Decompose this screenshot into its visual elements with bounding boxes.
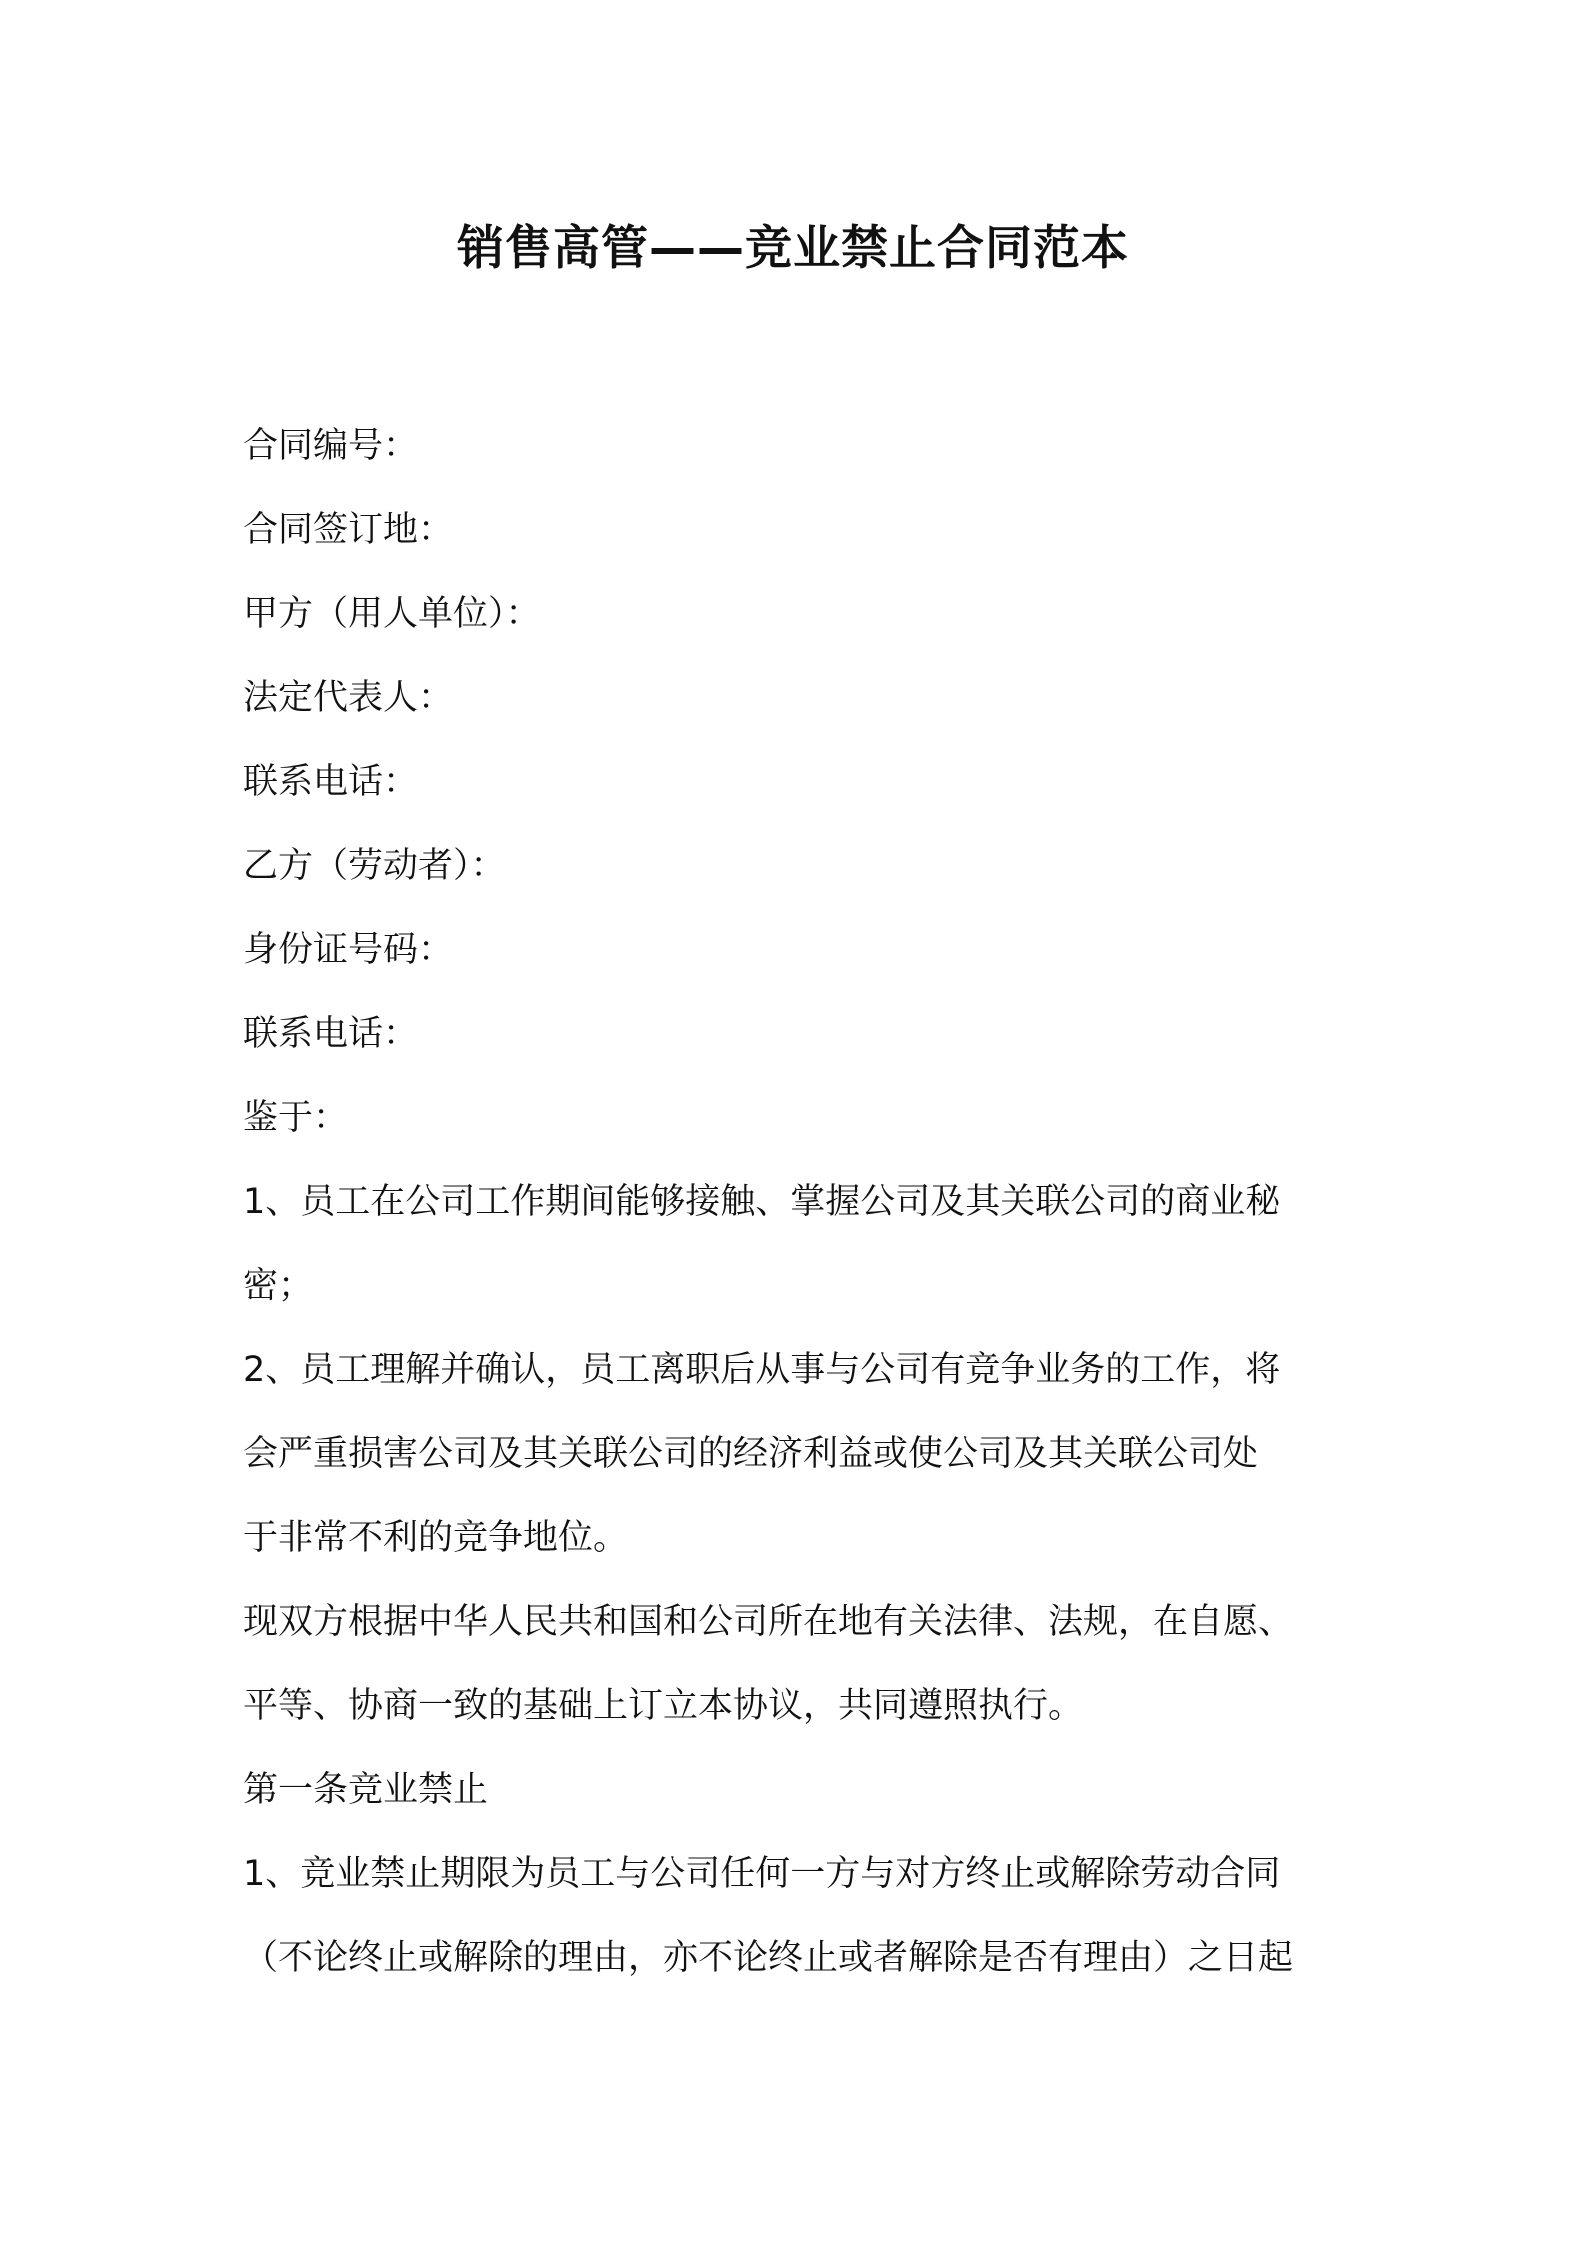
field-party-a: 甲方（用人单位）： [243,594,541,634]
article-1-clause-1-line-1: 1、竞业禁止期限为员工与公司任何一方与对方终止或解除劳动合同 [243,1854,1281,1894]
field-party-b-phone: 联系电话： [243,1014,419,1054]
recital-1-line-2: 密； [243,1266,314,1306]
article-1-clause-1-line-2: （不论终止或解除的理由，亦不论终止或者解除是否有理由）之日起 [243,1938,1294,1978]
document-body [243,404,1358,2000]
field-legal-representative: 法定代表人： [243,678,454,718]
agreement-statement-line-2: 平等、协商一致的基础上订立本协议，共同遵照执行。 [243,1686,1084,1726]
field-contract-number: 合同编号： [243,426,419,466]
field-signing-place: 合同签订地： [243,510,454,550]
article-1-heading: 第一条竞业禁止 [243,1770,489,1810]
field-party-b: 乙方（劳动者）： [243,846,506,886]
recital-2-line-1: 2、员工理解并确认，员工离职后从事与公司有竞争业务的工作，将 [243,1350,1281,1390]
field-id-number: 身份证号码： [243,930,454,970]
whereas-label: 鉴于： [243,1098,349,1138]
recital-1-line-1: 1、员工在公司工作期间能够接触、掌握公司及其关联公司的商业秘 [243,1182,1281,1222]
recital-2-line-3: 于非常不利的竞争地位。 [243,1518,629,1558]
field-party-a-phone: 联系电话： [243,762,419,802]
recital-2-line-2: 会严重损害公司及其关联公司的经济利益或使公司及其关联公司处 [243,1434,1259,1474]
document-title: 销售高管——竞业禁止合同范本 [457,221,1129,276]
agreement-statement-line-1: 现双方根据中华人民共和国和公司所在地有关法律、法规，在自愿、 [243,1602,1294,1642]
